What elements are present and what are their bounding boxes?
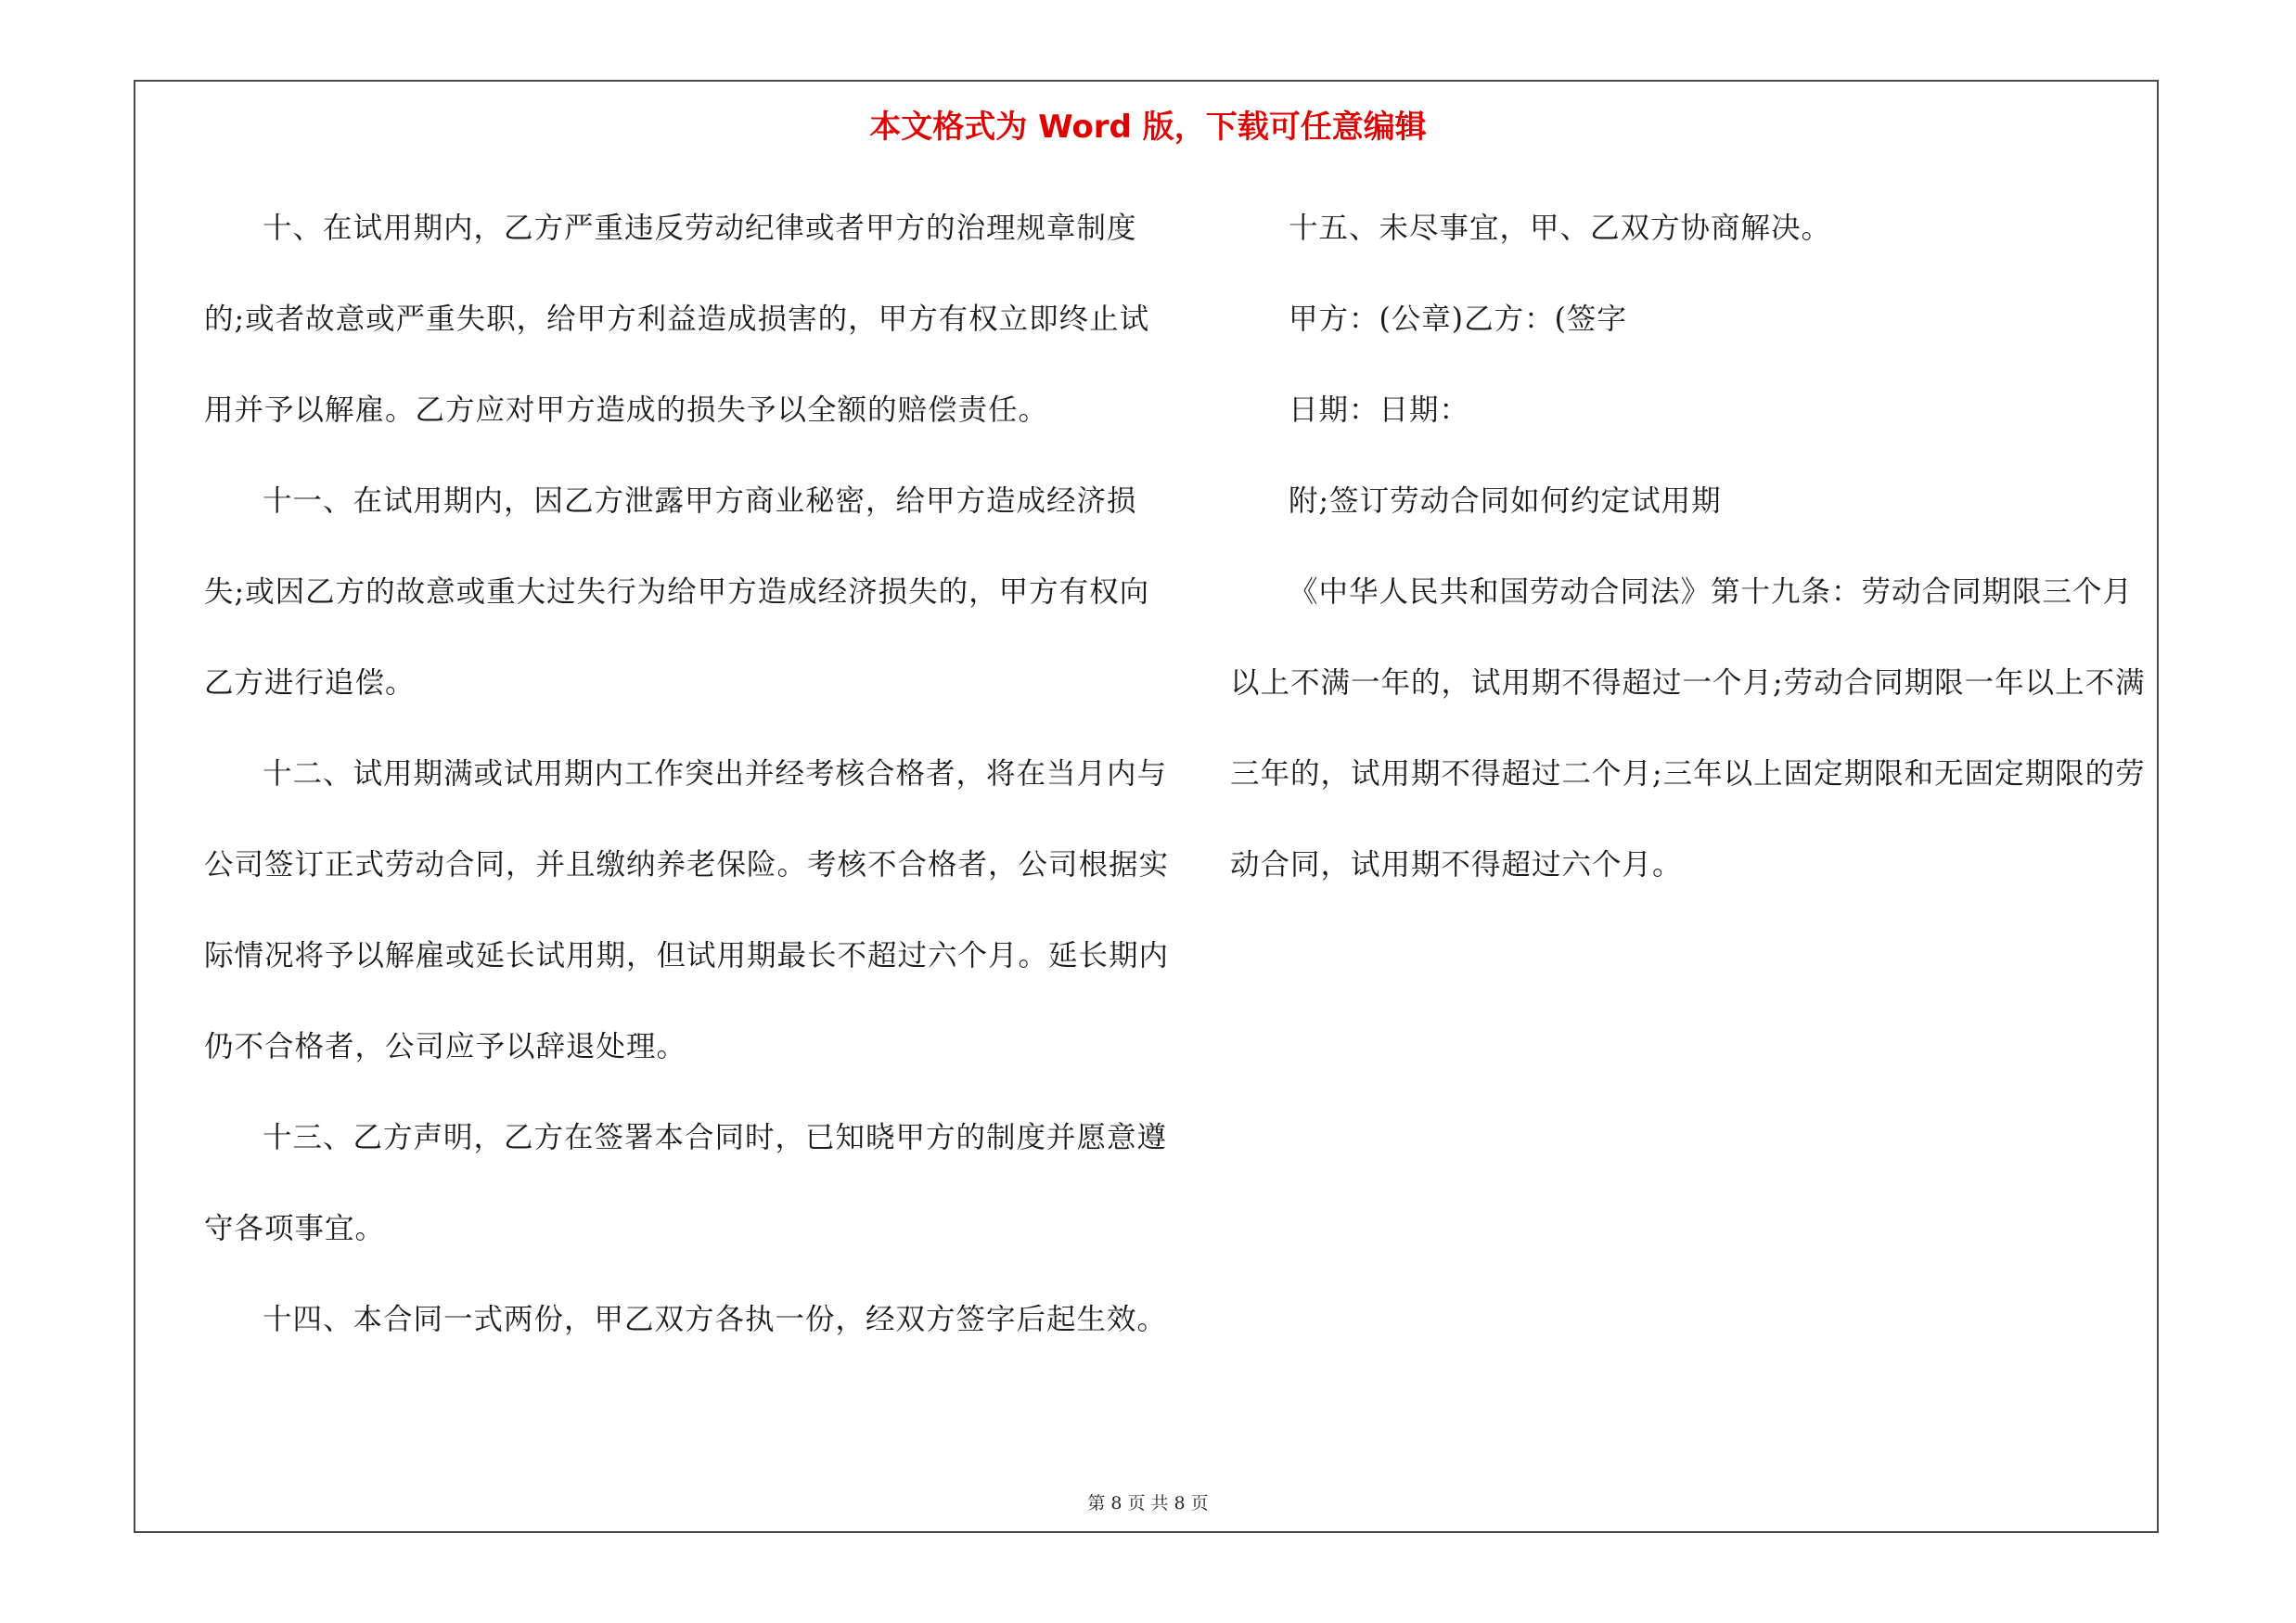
- clause-13: 十三、乙方声明，乙方在签署本合同时，已知晓甲方的制度并愿意遵守各项事宜。: [204, 1121, 1168, 1245]
- right-column: [1230, 183, 2158, 910]
- format-banner: 本文格式为 Word 版，下载可任意编辑: [869, 109, 1427, 146]
- clause-11: 十一、在试用期内，因乙方泄露甲方商业秘密，给甲方造成经济损失;或因乙方的故意或重大过失行为给甲方造成经济损失的，甲方有权向乙方进行追偿。: [204, 484, 1150, 700]
- law-citation: 《中华人民共和国劳动合同法》第十九条：劳动合同期限三个月以上不满一年的，试用期不得超过一个月;劳动合同期限一年以上不满三年的，试用期不得超过二个月;三年以上固定期限和无固定期限的劳动合同，试用期不得超过六个月。: [1230, 575, 2146, 882]
- page-number: 第 8 页 共 8 页: [1087, 1493, 1209, 1514]
- clause-12: 十二、试用期满或试用期内工作突出并经考核合格者，将在当月内与公司签订正式劳动合同，并且缴纳养老保险。考核不合格者，公司根据实际情况将予以解雇或延长试用期，但试用期最长不超过六个月。延长期内仍不合格者，公司应予以辞退处理。: [204, 757, 1170, 1063]
- appendix-heading: 附;签订劳动合同如何约定试用期: [1289, 484, 1722, 518]
- clause-14: 十四、本合同一式两份，甲乙双方各执一份，经双方签字后起生效。: [263, 1303, 1168, 1336]
- date-line: 日期：日期：: [1289, 393, 1470, 427]
- clause-15: 十五、未尽事宜，甲、乙双方协商解决。: [1289, 212, 1832, 245]
- left-column: [204, 183, 1169, 1365]
- signature-line: 甲方：(公章)乙方：(签字: [1289, 303, 1627, 336]
- clause-10: 十、在试用期内，乙方严重违反劳动纪律或者甲方的治理规章制度的;或者故意或严重失职，给甲方利益造成损害的，甲方有权立即终止试用并予以解雇。乙方应对甲方造成的损失予以全额的赔偿责任。: [204, 212, 1150, 427]
